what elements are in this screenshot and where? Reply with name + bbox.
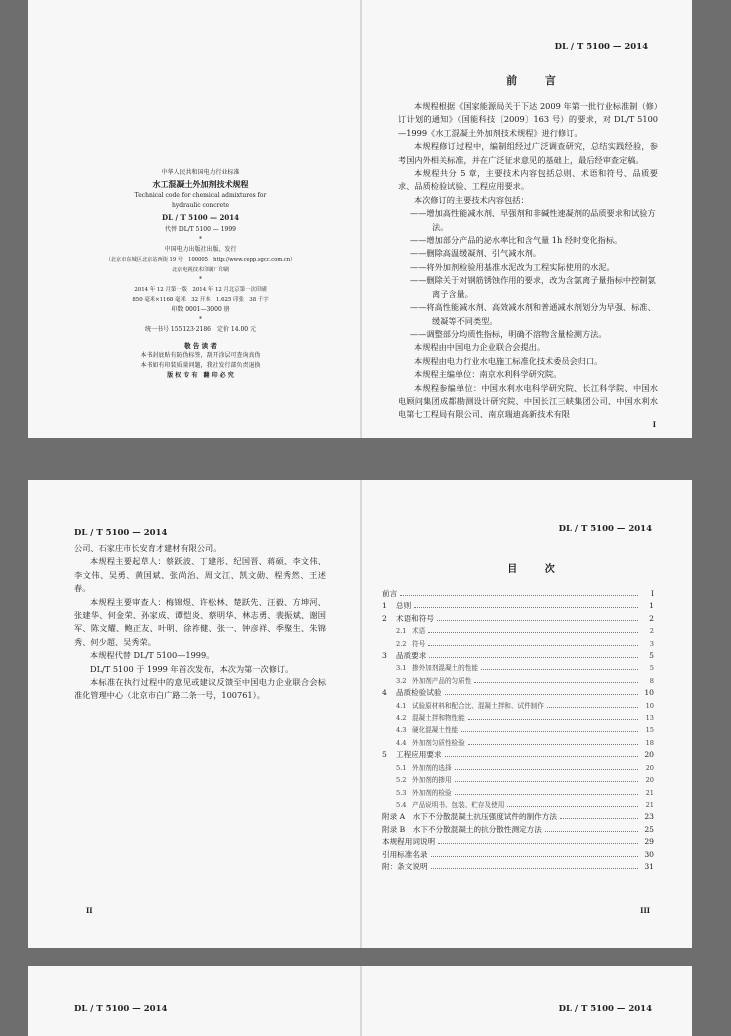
toc-text: 外加剂的检验 [412, 788, 452, 797]
body-paragraph: 本规程代替 DL/T 5100—1999。 [90, 650, 215, 661]
toc-entry[interactable] [382, 861, 654, 873]
toc-text: 产品说明书、包装、贮存及使用 [412, 800, 505, 809]
toc-entry[interactable] [382, 849, 654, 861]
toc-leader [414, 607, 638, 608]
toc-text: 总则 [396, 601, 412, 611]
toc-leader [428, 645, 638, 646]
colophon-line: 850 毫米×1168 毫米 32 开本 1.625 印张 38 千字 [132, 297, 269, 303]
page-colophon [28, 0, 360, 438]
toc-text: 术语和符号 [396, 613, 434, 623]
toc-page: 2 [649, 627, 654, 636]
toc-leader [455, 794, 638, 795]
toc-text: 前言 [382, 589, 398, 598]
toc-entry[interactable] [382, 836, 654, 848]
toc-number: 2 [382, 613, 387, 623]
revision-item: ——删除高温缓凝剂、引气减水剂。 [410, 248, 542, 259]
toc-number: 1 [382, 601, 387, 611]
toc-number: 2.1 [396, 627, 407, 636]
revision-item: ——删除关于对钢筋锈蚀作用的要求，改为含氯离子量指标中控制氯离子含量。 [410, 275, 656, 299]
notice-line: 本书封底贴有防伪标签，刮开涂层可查询真伪 [140, 352, 261, 359]
foreword-paragraph: 本规程参编单位：中国水利水电科学研究院、长江科学院、中国水电顾问集团成都勘测设计研究院、中国长江三峡集团公司、中国水利水电第七工程局有限公司、南京瑞迪高新技术有限 [398, 382, 658, 420]
toc-page: 3 [649, 639, 654, 648]
page-contents [362, 480, 692, 948]
colophon-line: 2014 年 12 月第一版 2014 年 12 月北京第一次印刷 [134, 287, 267, 293]
body-paragraph: DL/T 5100 于 1999 年首次发布，本次为第一次修订。 [90, 663, 294, 674]
foreword-paragraph: 本规程由电力行业水电施工标准化技术委员会归口。 [414, 355, 603, 366]
page-left [28, 966, 360, 1036]
toc-entry[interactable] [382, 687, 654, 699]
toc-page: I [651, 589, 654, 598]
toc-entry[interactable] [382, 650, 654, 662]
foreword-paragraph: 本规程由中国电力企业联合会提出。 [414, 342, 546, 353]
toc-leader [431, 868, 638, 869]
colophon-line: 代替 DL/T 5100 — 1999 [165, 226, 236, 233]
toc-text: 外加剂的选择 [412, 763, 452, 772]
toc-text: 试验原材料和配合比、混凝土拌和、试件制作 [412, 701, 544, 710]
toc-leader [507, 806, 638, 807]
toc-page: 20 [645, 763, 654, 772]
toc-entry[interactable] [382, 588, 654, 600]
toc-list [382, 588, 654, 873]
colophon-star: * [199, 276, 202, 283]
toc-entry[interactable] [382, 811, 654, 823]
foreword-paragraph: 本规程修订过程中，编制组经过广泛调查研究，总结实践经验，参考国内外相关标准，并在广泛征求意见的基础上，最后经审查定稿。 [398, 141, 658, 165]
colophon-line: hydraulic concrete [171, 202, 230, 209]
toc-number: 4.3 [396, 726, 407, 735]
toc-page: 31 [644, 861, 654, 871]
toc-page: 15 [645, 726, 654, 735]
body-paragraph: 本标准在执行过程中的意见或建议反馈至中国电力企业联合会标准化管理中心（北京市白广路二条一号，100761）。 [74, 677, 326, 701]
colophon-line: 印数 0001—3000 册 [171, 306, 230, 313]
toc-leader [429, 657, 638, 658]
notice-title: 敬 告 读 者 [184, 342, 217, 350]
toc-text: 外加剂匀质性检验 [412, 738, 465, 747]
toc-page: 21 [645, 800, 654, 809]
toc-page: 5 [649, 664, 654, 673]
toc-number: 5.1 [396, 763, 407, 772]
page-right [362, 966, 692, 1036]
toc-leader [468, 719, 638, 720]
toc-entry[interactable] [382, 613, 654, 625]
toc-leader [455, 781, 638, 782]
toc-page: 30 [644, 849, 654, 859]
toc-leader [481, 669, 638, 670]
toc-leader [437, 620, 638, 621]
foreword-paragraph: 本规程根据《国家能源局关于下达 2009 年第一批行业标准制（修）订计划的通知》（国能科技〔2009〕163 号）的要求，对 DL/T 5100—1999《水工混凝土外加剂技术规程》进行修订。 [398, 101, 658, 138]
colophon-block [98, 168, 303, 381]
spread-1 [28, 0, 692, 438]
page-header: DL / T 5100 — 2014 [554, 42, 648, 52]
foreword-paragraph: 本规程主编单位：南京水利科学研究院。 [414, 369, 562, 380]
foreword-paragraph: 本规程共分 5 章，主要技术内容包括总则、术语和符号、品质要求、品质检验试验、工程应用要求。 [398, 168, 658, 192]
colophon-star: * [199, 236, 202, 243]
toc-subentry[interactable] [382, 700, 654, 712]
page-header: DL / T 5100 — 2014 [74, 528, 168, 538]
copyright-line: 版 权 专 有 翻 印 必 究 [167, 372, 234, 379]
toc-page: 10 [644, 688, 654, 698]
colophon-star: * [199, 316, 202, 323]
toc-number: 5 [382, 750, 387, 760]
page-number: III [640, 906, 650, 915]
toc-subentry[interactable] [382, 787, 654, 799]
revision-item: ——增加部分产品的泌水率比和含气量 1h 经时变化指标。 [410, 235, 623, 246]
toc-text: 硬化混凝土性能 [412, 726, 459, 735]
colophon-title: 水工混凝土外加剂技术规程 [152, 179, 249, 189]
toc-leader [461, 731, 638, 732]
toc-number: 3.1 [396, 664, 407, 673]
page-header: DL / T 5100 — 2014 [558, 524, 652, 534]
spread-2 [28, 480, 692, 948]
toc-page: 1 [649, 601, 654, 611]
body-paragraph: 公司、石家庄市长安育才建材有限公司。 [74, 543, 222, 553]
toc-leader [474, 682, 638, 683]
toc-text: 引用标准名录 [382, 849, 428, 859]
toc-entry[interactable] [382, 600, 654, 612]
toc-entry[interactable] [382, 824, 654, 836]
revision-item: ——增加高性能减水剂、早强剂和非碱性速凝剂的品质要求和试验方法。 [410, 208, 656, 232]
toc-subentry[interactable] [382, 737, 654, 749]
toc-title: 目 次 [507, 564, 567, 575]
toc-text: 符号 [412, 639, 426, 648]
toc-leader [431, 856, 638, 857]
toc-subentry[interactable] [382, 799, 654, 811]
toc-leader [428, 632, 638, 633]
toc-page: 21 [645, 788, 654, 797]
colophon-line: Technical code for chemical admixtures for [134, 192, 267, 199]
toc-subentry[interactable] [382, 712, 654, 724]
toc-number: 4.4 [396, 738, 407, 747]
toc-text: 品质要求 [396, 651, 427, 661]
page-title: 前 言 [506, 74, 568, 87]
toc-leader [468, 744, 638, 745]
toc-number: 4.1 [396, 701, 407, 710]
page-number: I [652, 420, 656, 429]
toc-text: 混凝土拌和物性能 [412, 714, 465, 723]
body-paragraph: 本规程主要起草人：蔡跃波、丁建彤、纪国晋、蒋硕、李文伟、李文伟、吴勇、黄国斌、张尚治、周文江、凯文勋、程秀然、王述春。 [74, 556, 326, 594]
toc-number: 4.2 [396, 714, 407, 723]
body-paragraph: 本规程主要审查人：梅锦煜、许松林、楚跃先、汪毅、方坤河、张建华、何金荣、孙家成、谭恺炎、蔡明华、林志勇、裴振斌、谢国军、陈文耀、鲍正友、叶明、徐祚健、张一、钟彦祥、季聚生、朱锦秀、何少超、吴秀荣。 [74, 596, 326, 647]
toc-subentry[interactable] [382, 675, 654, 687]
toc-leader [545, 831, 638, 832]
foreword-body [398, 100, 658, 422]
toc-page: 13 [645, 714, 654, 723]
toc-page: 8 [649, 676, 654, 685]
toc-leader [438, 843, 638, 844]
page-drafters [28, 480, 360, 948]
toc-text: 掺外加剂混凝土的性能 [412, 664, 478, 673]
revision-item: ——调整部分均质性指标，明确不溶物含量检测方法。 [410, 328, 607, 339]
page-header: DL / T 5100 — 2014 [558, 1004, 652, 1014]
toc-text: 本规程用词说明 [382, 837, 436, 847]
toc-text: 工程应用要求 [396, 750, 442, 760]
toc-subentry[interactable] [382, 662, 654, 674]
toc-subentry[interactable] [382, 625, 654, 637]
toc-leader [400, 595, 638, 596]
toc-page: 5 [649, 651, 654, 661]
revision-item: ——将高性能减水剂、高效减水剂和普通减水剂划分为早强、标准、缓凝等不同类型。 [410, 302, 656, 326]
toc-number: 2.2 [396, 639, 407, 648]
toc-page: 20 [644, 750, 654, 760]
toc-page: 2 [649, 613, 654, 623]
colophon-line: 中华人民共和国电力行业标准 [161, 169, 240, 176]
toc-leader [547, 707, 638, 708]
toc-page: 23 [644, 812, 654, 822]
toc-page: 25 [644, 824, 654, 834]
page-number: II [86, 906, 93, 915]
toc-page: 10 [645, 701, 654, 710]
toc-number: 3 [382, 651, 387, 661]
toc-page: 20 [645, 776, 654, 785]
toc-page: 29 [644, 837, 654, 847]
foreword-paragraph: 本次修订的主要技术内容包括： [414, 194, 529, 205]
toc-text: 附录 B 水下不分散混凝土的抗分散性测定方法 [382, 824, 542, 834]
colophon-line: 中国电力出版社出版、发行 [164, 246, 237, 253]
toc-leader [445, 756, 638, 757]
toc-number: 5.2 [396, 776, 407, 785]
toc-leader [445, 694, 638, 695]
revision-item: ——将外加剂检验用基准水泥改为工程实际使用的水泥。 [410, 261, 615, 272]
page-header: DL / T 5100 — 2014 [74, 1004, 168, 1014]
toc-number: 5.3 [396, 788, 407, 797]
toc-subentry[interactable] [382, 724, 654, 736]
drafters-body [74, 542, 326, 703]
toc-entry[interactable] [382, 749, 654, 761]
toc-text: 术语 [412, 627, 426, 636]
toc-subentry[interactable] [382, 774, 654, 786]
toc-number: 5.4 [396, 800, 407, 809]
toc-subentry[interactable] [382, 638, 654, 650]
toc-text: 附录 A 水下不分散混凝土抗压强度试件的制作方法 [382, 812, 557, 822]
colophon-code: DL / T 5100 — 2014 [162, 213, 239, 222]
toc-subentry[interactable] [382, 762, 654, 774]
colophon-price: 统一书号 155123·2186 定价 14.00 元 [145, 326, 256, 333]
toc-text: 附：条文说明 [382, 861, 428, 871]
toc-leader [455, 769, 638, 770]
toc-text: 品质检验试验 [396, 688, 442, 698]
colophon-line: （北京市东城区北京站西街 19 号 100005 http://www.cepp.sgcc.com.cn） [105, 257, 296, 263]
toc-text: 外加剂产品的匀质性 [412, 676, 472, 685]
colophon-line: 北京电视技术印刷厂印刷 [171, 267, 230, 273]
toc-text: 外加剂的掺用 [412, 776, 452, 785]
toc-number: 4 [382, 688, 387, 698]
spread-3 [28, 966, 692, 1036]
page-foreword [362, 0, 692, 438]
toc-number: 3.2 [396, 676, 407, 685]
toc-leader [560, 818, 638, 819]
toc-page: 18 [645, 738, 654, 747]
notice-line: 本书如有印装质量问题，我社发行部负责退换 [140, 362, 261, 369]
